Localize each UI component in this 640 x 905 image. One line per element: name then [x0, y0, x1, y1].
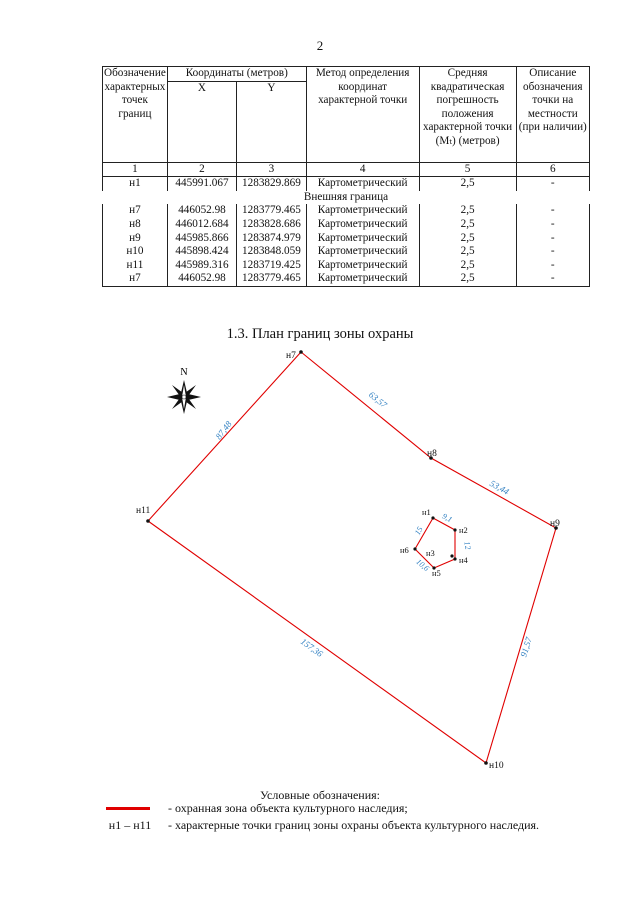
table-cell: 1283829.869 — [237, 177, 307, 191]
segment-length-n2-n4: 12 — [462, 540, 473, 551]
table-cell: - — [516, 259, 589, 273]
table-cell: Картометрический — [306, 218, 419, 232]
table-cell: 445989.316 — [167, 259, 236, 273]
page-number: 2 — [316, 38, 324, 53]
table-cell: 1283828.686 — [237, 218, 307, 232]
segment-length-n5-n6: 10,6 — [414, 557, 431, 574]
table-cell: - — [516, 232, 589, 246]
legend-title: Условные обозначения: — [259, 788, 381, 802]
table-row — [103, 232, 590, 246]
table-row — [103, 204, 590, 218]
table-cell: - — [516, 272, 589, 286]
compass-rose-icon — [167, 367, 201, 414]
column-number-cell: 3 — [237, 162, 307, 177]
column-number-cell: 6 — [516, 162, 589, 177]
table-cell: 1283848.059 — [237, 245, 307, 259]
table-cell: 2,5 — [419, 272, 516, 286]
section-label: Внешняя граница — [303, 190, 389, 203]
table-cell: - — [516, 204, 589, 218]
header-x: X — [167, 81, 236, 162]
table-cell: - — [516, 245, 589, 259]
table-cell: Картометрический — [306, 245, 419, 259]
segment-length-n10-n11: 157,36 — [298, 636, 325, 659]
legend-points-text: - характерные точки границ зоны охраны объекта культурного наследия. — [168, 818, 540, 832]
point-label-n4: н4 — [459, 555, 468, 565]
table-cell: н9 — [103, 232, 168, 246]
point-label-n3: н3 — [426, 548, 435, 558]
point-label-n11: н11 — [136, 506, 151, 516]
table-cell: 446052.98 — [167, 272, 236, 286]
point-marker-n2 — [453, 528, 456, 531]
table-body-after — [103, 204, 590, 286]
table-cell: 2,5 — [419, 177, 516, 191]
table-cell: Картометрический — [306, 259, 419, 273]
table-cell: Картометрический — [306, 272, 419, 286]
segment-length-n9-n10: 91,57 — [518, 635, 534, 659]
point-label-n1: н1 — [422, 507, 431, 517]
column-number-cell: 1 — [103, 162, 168, 177]
boundary-plan — [100, 345, 580, 775]
table-cell: 1283874.979 — [237, 232, 307, 246]
column-number-cell: 4 — [306, 162, 419, 177]
point-marker-n6 — [413, 547, 416, 550]
legend-boundary-line — [106, 807, 150, 810]
point-label-n2: н2 — [459, 525, 468, 535]
legend-points-symbol: н1 – н11 — [108, 818, 152, 832]
point-label-n8: н8 — [427, 449, 437, 459]
table-row — [103, 218, 590, 232]
table-cell: Картометрический — [306, 204, 419, 218]
column-number-cell: 2 — [167, 162, 236, 177]
compass-center — [182, 395, 186, 399]
point-marker-n4 — [453, 557, 456, 560]
coordinates-table — [102, 66, 590, 287]
table-cell: н7 — [103, 272, 168, 286]
table-cell: 445985.866 — [167, 232, 236, 246]
table-cell: 446052.98 — [167, 204, 236, 218]
header-description: Описание обозначения точки на местности (при наличии) — [516, 67, 589, 163]
point-marker-n11 — [146, 519, 150, 523]
table-row — [103, 259, 590, 273]
segment-length-n8-n9: 53,44 — [488, 478, 511, 497]
table-header-row — [103, 67, 590, 82]
table-cell: н7 — [103, 204, 168, 218]
table-row — [103, 272, 590, 286]
point-marker-n10 — [484, 761, 488, 765]
point-label-n7: н7 — [286, 351, 296, 361]
north-label: N — [180, 367, 188, 378]
header-coordinates: Координаты (метров) — [167, 67, 306, 82]
table-cell: 2,5 — [419, 245, 516, 259]
point-marker-n3 — [450, 554, 453, 557]
table-cell: 2,5 — [419, 218, 516, 232]
table-row — [103, 245, 590, 259]
header-y: Y — [237, 81, 307, 162]
table-row — [103, 177, 590, 191]
table-cell: н10 — [103, 245, 168, 259]
column-number-cell: 5 — [419, 162, 516, 177]
segment-length-n7-n8: 63,57 — [366, 389, 389, 410]
table-cell: н1 — [103, 177, 168, 191]
header-method: Метод определения координат характерной точки — [306, 67, 419, 163]
header-error: Средняя квадратическая погрешность положения характерной точки (Mₜ) (метров) — [419, 67, 516, 163]
table-cell: 446012.684 — [167, 218, 236, 232]
plan-title: 1.3. План границ зоны охраны — [226, 326, 414, 342]
segment-length-n6-n1: 15 — [412, 525, 425, 537]
table-body-before — [103, 177, 590, 191]
point-label-n10: н10 — [489, 761, 504, 771]
table-cell: н11 — [103, 259, 168, 273]
segment-length-n11-n7: 87,48 — [213, 419, 234, 442]
column-numbers-row — [103, 162, 590, 177]
table-cell: Картометрический — [306, 232, 419, 246]
point-marker-n7 — [299, 350, 303, 354]
table-cell: 1283779.465 — [237, 272, 307, 286]
table-cell: 1283779.465 — [237, 204, 307, 218]
table-cell: 2,5 — [419, 204, 516, 218]
point-label-n5: н5 — [432, 568, 441, 578]
table-cell: 2,5 — [419, 259, 516, 273]
segment-length-n1-n2: 9,1 — [440, 511, 454, 525]
section-row — [103, 191, 590, 205]
table-cell: н8 — [103, 218, 168, 232]
table-cell: Картометрический — [306, 177, 419, 191]
header-designation: Обозначение характерных точек границ — [103, 67, 168, 163]
table-cell: 445898.424 — [167, 245, 236, 259]
point-label-n6: н6 — [400, 545, 409, 555]
table-cell: 445991.067 — [167, 177, 236, 191]
point-label-n9: н9 — [550, 519, 560, 529]
legend-boundary-text: - охранная зона объекта культурного наследия; — [168, 801, 408, 815]
table-cell: - — [516, 177, 589, 191]
table-cell: 2,5 — [419, 232, 516, 246]
outer-boundary — [148, 352, 556, 763]
table-cell: 1283719.425 — [237, 259, 307, 273]
table-cell: - — [516, 218, 589, 232]
point-marker-n1 — [431, 516, 434, 519]
